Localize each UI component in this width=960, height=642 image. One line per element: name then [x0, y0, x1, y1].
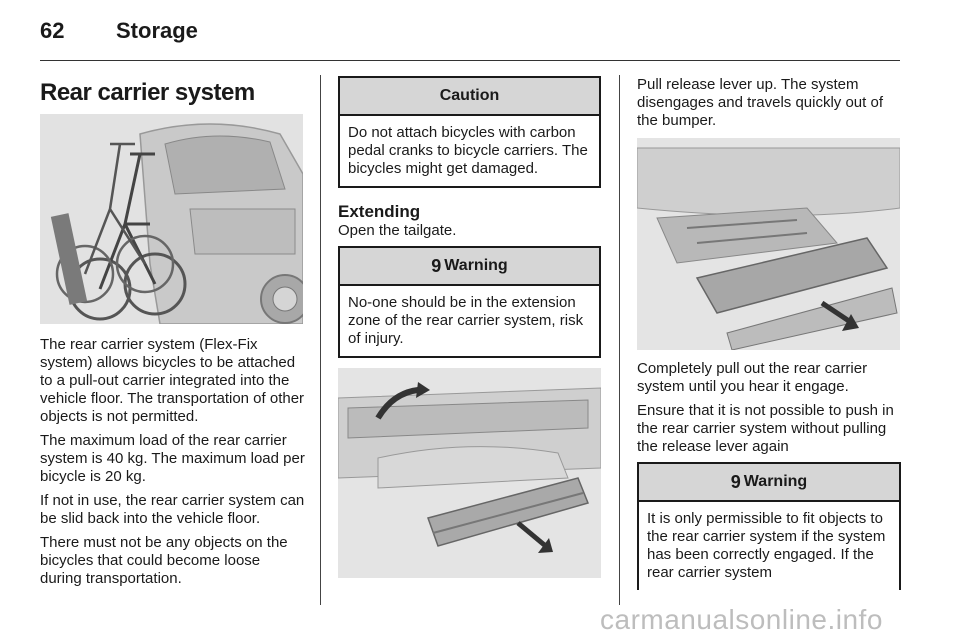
subheading: Extending [338, 202, 421, 221]
section-title: Rear carrier system [40, 79, 255, 106]
paragraph: Open the tailgate. [338, 222, 457, 239]
warning-box [338, 246, 601, 358]
paragraph: Pull release lever up. The system disengages and travels quickly out of the bumper. [637, 76, 883, 129]
column-2 [338, 76, 601, 578]
warning-icon: 9 [431, 255, 442, 276]
warning-icon: 9 [730, 471, 741, 492]
caution-body: Do not attach bicycles with carbon pedal cranks to bicycle carriers. The bicycles might get damaged. [348, 124, 588, 177]
tailgate-illustration [338, 368, 601, 578]
carrier-pullout-icon [637, 138, 900, 350]
warning-title: 9 Warning [639, 464, 899, 502]
paragraph: If not in use, the rear carrier system can be slid back into the vehicle floor. [40, 492, 305, 527]
column-divider [619, 75, 620, 605]
warning-title: 9 Warning [340, 248, 599, 286]
warning-body: It is only permissible to fit objects to the rear carrier system if the system has been correctly engaged. If the rear carrier system [647, 510, 886, 581]
column-3 [637, 76, 901, 590]
paragraph: The rear carrier system (Flex-Fix system) allows bicycles to be attached to a pull-out carrier integrated into the vehicle floor. The transportation of other objects is not permitted. [40, 336, 305, 425]
caution-box [338, 76, 601, 188]
paragraph: The maximum load of the rear carrier system is 40 kg. The maximum load per bicycle is 20 kg. [40, 432, 305, 485]
page-number: 62 [40, 18, 65, 43]
warning-body: No-one should be in the extension zone of the rear carrier system, risk of injury. [348, 294, 584, 347]
paragraph: There must not be any objects on the bicycles that could become loose during transportation. [40, 534, 288, 587]
column-1 [40, 76, 305, 594]
paragraph: Ensure that it is not possible to push in the rear carrier system without pulling the release lever again [637, 402, 894, 455]
column-divider [320, 75, 321, 605]
page-title: Storage [116, 18, 198, 43]
watermark: carmanualsonline.info [600, 604, 883, 635]
paragraph: Completely pull out the rear carrier system until you hear it engage. [637, 360, 868, 395]
pull-out-illustration [637, 138, 900, 350]
warning-box [637, 462, 901, 590]
bumper-release-icon [338, 368, 601, 578]
header-rule [40, 60, 900, 61]
caution-title: Caution [340, 78, 599, 116]
bicycle-car-icon [40, 114, 303, 324]
bicycle-carrier-illustration [40, 114, 303, 324]
